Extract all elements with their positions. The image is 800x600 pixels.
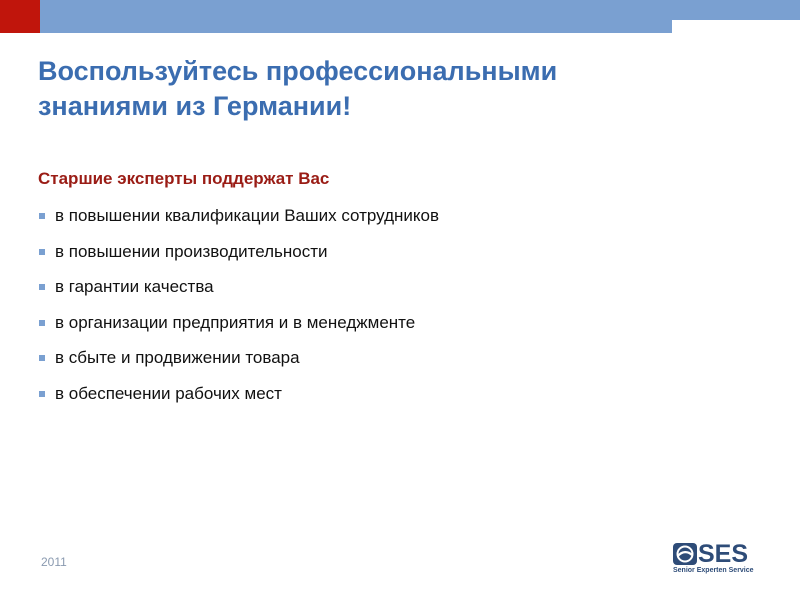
list-item	[38, 311, 439, 347]
list-item	[38, 346, 439, 382]
header-bar-right	[672, 0, 800, 20]
title-line-2: знаниями из Германии!	[38, 91, 352, 121]
list-item-text: в обеспечении рабочих мест	[55, 383, 282, 403]
square-bullet-icon	[39, 213, 45, 219]
header-red-block	[0, 0, 40, 33]
square-bullet-icon	[39, 249, 45, 255]
bullet-list	[38, 204, 439, 418]
title-line-1: Воспользуйтесь профессиональными	[38, 56, 558, 86]
list-item-text: в сбыте и продвижении товара	[55, 348, 300, 368]
list-item-text: в организации предприятия и в менеджменте	[55, 312, 416, 332]
list-item	[38, 204, 439, 240]
square-bullet-icon	[39, 320, 45, 326]
footer-year: 2011	[41, 555, 67, 569]
list-item-text: в гарантии качества	[55, 277, 214, 297]
list-item	[38, 240, 439, 276]
ses-emblem-icon	[673, 543, 697, 565]
page-title	[38, 54, 738, 124]
ses-logo	[673, 541, 773, 579]
header-bar	[40, 0, 672, 33]
square-bullet-icon	[39, 284, 45, 290]
logo-text: SES	[698, 540, 749, 568]
list-item	[38, 275, 439, 311]
list-item-text: в повышении производительности	[55, 241, 328, 261]
logo-subtitle: Senior Experten Service	[673, 567, 754, 574]
square-bullet-icon	[39, 355, 45, 361]
list-item-text: в повышении квалификации Ваших сотрудников	[55, 206, 440, 225]
list-item	[38, 382, 439, 418]
slide-subtitle: Старшие эксперты поддержат Вас	[38, 169, 330, 188]
square-bullet-icon	[39, 391, 45, 397]
